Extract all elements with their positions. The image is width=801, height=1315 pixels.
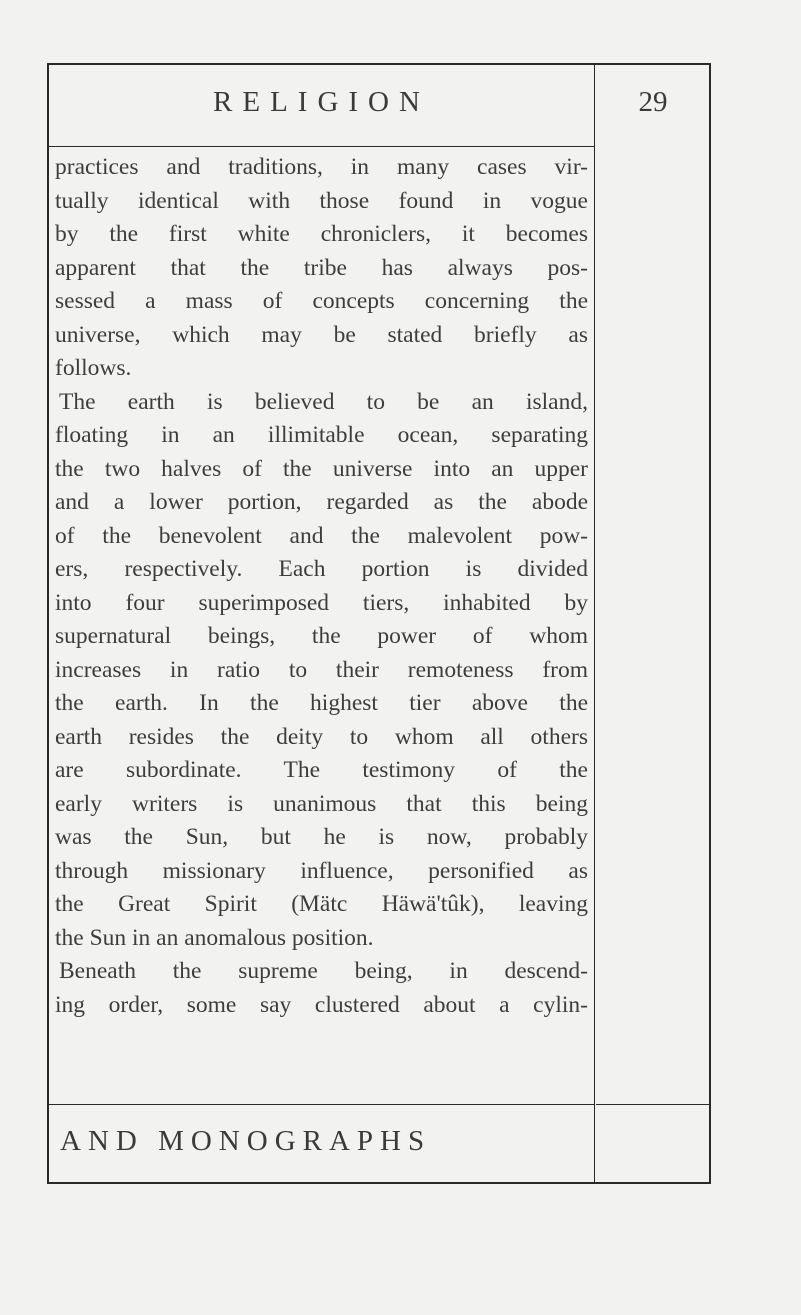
- text-line: supernatural beings, the power of whom: [55, 623, 588, 649]
- text-line: the Great Spirit (Mätc Häwä'tûk), leaving: [55, 891, 588, 917]
- text-line: earth resides the deity to whom all others: [55, 723, 588, 750]
- text-line: the Sun in an anomalous position.: [55, 924, 374, 951]
- text-line: by the first white chroniclers, it becomes: [55, 221, 588, 247]
- page-number: 29: [638, 86, 668, 118]
- text-line: early writers is unanimous that this being: [55, 790, 588, 817]
- text-line: practices and traditions, in many cases vir-: [55, 154, 588, 180]
- text-line: The earth is believed to be an island,: [59, 388, 588, 415]
- running-foot: AND MONOGRAPHS: [60, 1125, 432, 1157]
- text-line: ers, respectively. Each portion is divided: [55, 556, 588, 582]
- body-text: [55, 151, 588, 1022]
- header-rule: [49, 146, 594, 147]
- text-line: tually identical with those found in vogue: [55, 187, 588, 214]
- text-line: increases in ratio to their remoteness from: [55, 656, 588, 683]
- text-line: universe, which may be stated briefly as: [55, 321, 588, 348]
- text-line: ing order, some say clustered about a cylin-: [55, 991, 588, 1018]
- text-line: was the Sun, but he is now, probably: [55, 824, 588, 850]
- text-line: follows.: [55, 355, 132, 381]
- footer-rule-right: [596, 1104, 709, 1105]
- text-line: the two halves of the universe into an upper: [55, 455, 588, 482]
- text-line: are subordinate. The testimony of the: [55, 757, 588, 783]
- column-divider: [594, 63, 595, 1182]
- text-line: and a lower portion, regarded as the abode: [55, 489, 588, 515]
- running-head: RELIGION: [213, 86, 430, 118]
- text-line: Beneath the supreme being, in descend-: [59, 958, 588, 984]
- text-line: apparent that the tribe has always pos-: [55, 254, 588, 281]
- text-line: into four superimposed tiers, inhabited by: [55, 589, 588, 616]
- text-line: sessed a mass of concepts concerning the: [55, 288, 588, 314]
- text-line: the earth. In the highest tier above the: [55, 690, 588, 716]
- text-line: through missionary influence, personified as: [55, 857, 588, 884]
- text-line: of the benevolent and the malevolent pow-: [55, 522, 588, 549]
- footer-rule-left: [49, 1104, 594, 1105]
- text-line: floating in an illimitable ocean, separating: [55, 422, 588, 448]
